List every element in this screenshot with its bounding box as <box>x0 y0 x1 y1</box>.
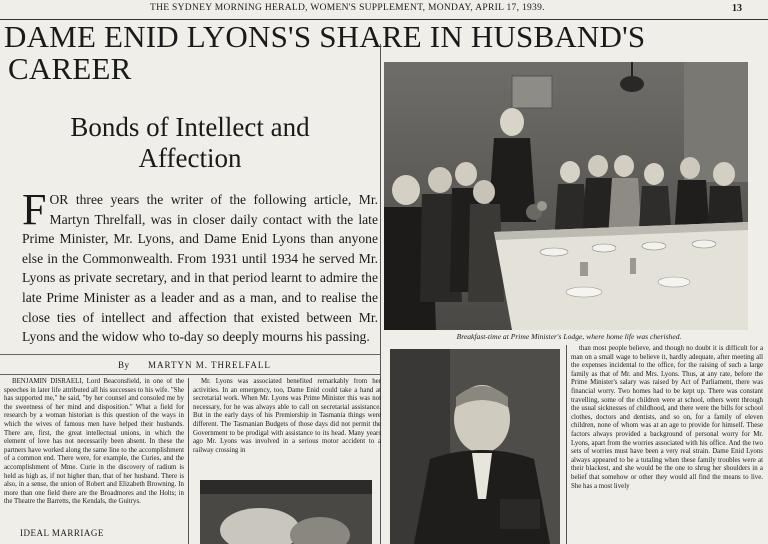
column-divider <box>566 345 567 544</box>
drop-cap: F <box>22 185 47 234</box>
byline-rule-bottom <box>0 374 380 375</box>
headline-line-1: DAME ENID LYONS'S SHARE IN HUSBAND'S <box>4 19 646 54</box>
masthead-text: THE SYDNEY MORNING HERALD, WOMEN'S SUPPLEMENT, MONDAY, APRIL 17, 1939. <box>150 3 545 13</box>
page-number: 13 <box>732 3 742 14</box>
byline-name: MARTYN M. THRELFALL <box>148 360 271 370</box>
article-intro <box>22 185 378 347</box>
body-text-col-3: than most people believe, and though no doubt it is difficult for a man on a small wage to believe it, hardly adequate, after meeting all the expenses incidental to the office, for the raising of such a large family as that of Mr. and Mrs. Lyons. Thus, at any rate, before the Prime Minister's salary was raised by Act of Parliament, there was financial worry. Two homes had to be kept up. There was constant travelling, some of the children were at school, others went through the usual sicknesses of childhood, and there were the bills for school clothes, doctors and dentists, and so on, for a family of eleven children, none of whom was at an age to provide for himself. These factors always provided a background of personal worry for Mr. Lyons, apart from the worries associated with his office. And the two sets of worries must have been a very real strain. Dame Enid Lyons always appeared to be a tutaling when these family troubles were at their blackest, and she would be the one to shrug her shoulders in a belief that somehow or other they would all find the means to live. She has a most lively <box>571 345 763 490</box>
headline-line-2: CAREER <box>8 51 132 86</box>
byline-rule-top <box>0 354 380 355</box>
body-text-col-1: BENJAMIN DISRAELI, Lord Beaconsfield, in one of the speeches in later life attributed all his successes to his wife. "She has supported me," he said, "by her counsel and consoled me by the sweetness of her mind and disposition." What a field for research by a woman historian is this question of the ways in which the wives of famous men have helped their husbands. There are, first, the great intellectual unions, in which the element of love has not necessarily been absent. In these the partners have worked along the same line to the accomplishment of a common end. There were, for example, the Curies, and the accomplishment of Mme. Curie in the discovery of radium is held as high as, if not higher than, that of her husband. There is also, in a sense, the union of Robert and Elizabeth Browning. In more than one field there are the Broadmores and the Holts; in the Theatre the Barretts, the Kendals, the Guitrys. <box>4 378 184 506</box>
column-divider <box>188 378 189 544</box>
section-heading: IDEAL MARRIAGE <box>20 528 104 538</box>
photo-caption: Breakfast-time at Prime Minister's Lodge, where home life was cherished. <box>456 332 682 341</box>
byline-prefix: By <box>118 360 130 370</box>
masthead <box>0 3 768 17</box>
subheading <box>0 112 380 174</box>
body-column-1 <box>4 378 184 528</box>
body-column-2 <box>193 378 381 474</box>
photo-motor-scene <box>200 480 372 544</box>
photo-portrait <box>390 349 560 544</box>
photo-breakfast-scene <box>384 62 748 330</box>
intro-text: OR three years the writer of the following article, Mr. Martyn Threlfall, was in closer daily contact with the late Prime Minister, Mr. Lyons, and Dame Enid Lyons than anyone else in the Commonwealth. From 1931 until 1934 he served Mr. Lyons as private secretary, and in that period learnt to admire the late Prime Minister as a leader and as a man, and to realise the close ties of intellect and affection that existed between Mr. Lyons and the widow who to-day so deeply mourns his passing. <box>22 192 378 345</box>
body-column-3 <box>571 345 763 544</box>
subheading-line-1: Bonds of Intellect and <box>70 112 310 142</box>
subheading-line-2: Affection <box>138 143 242 173</box>
body-text-col-2: Mr. Lyons was associated benefited remarkably from her activities. In an emergency, too, Dame Enid could take a hand at secretarial work. When Mr. Lyons was Prime Minister this was not necessary, for he was always able to call on secretarial assistance. But in the early days of his Premiership in Tasmania things were different. The Tasmanian Budgets of those days did not permit the Government to be prodigal with assistance to its head. Many years ago Mr. Lyons was involved in a serious motor accident to a railway crossing in <box>193 378 381 454</box>
